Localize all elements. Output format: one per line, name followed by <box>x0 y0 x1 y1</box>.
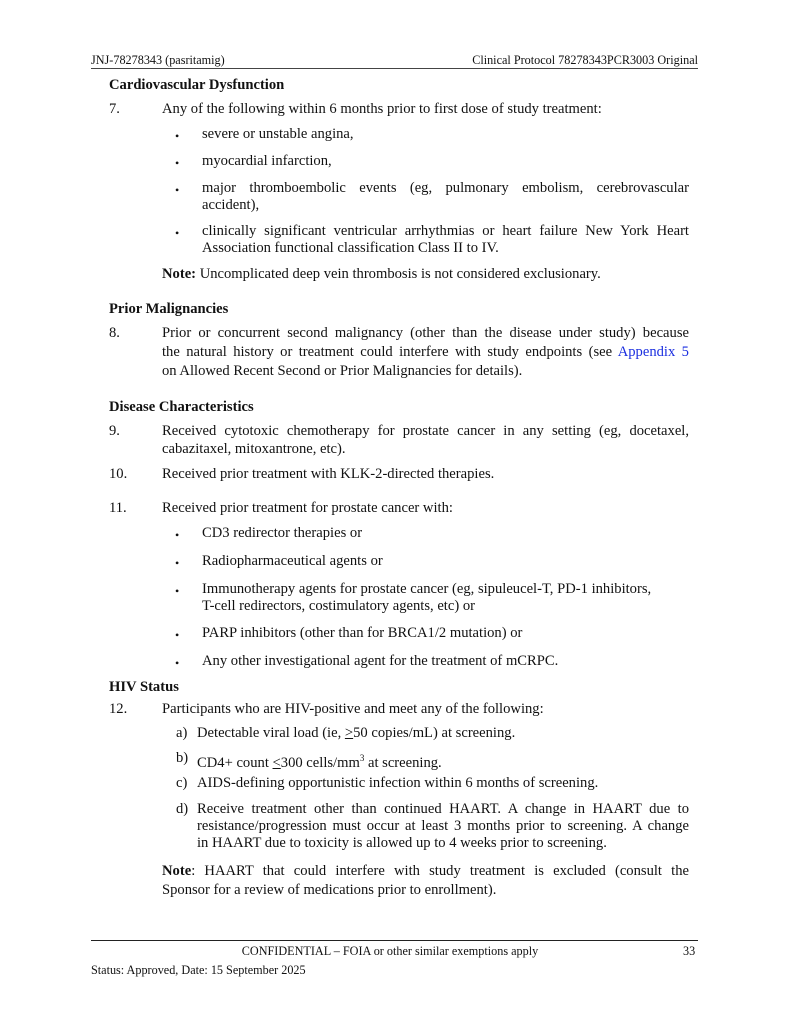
item-text-8-line1: Prior or concurrent second malignancy (other than the disease under study) because <box>162 325 689 341</box>
bullet-text: Any other investigational agent for the treatment of mCRPC. <box>202 653 559 669</box>
item-number-10: 10. <box>109 466 128 482</box>
bullet-text: clinically significant ventricular arrhythmias or heart failure New York Heart <box>202 223 689 239</box>
item-text-8-line3: on Allowed Recent Second or Prior Malignancies for details). <box>162 363 523 379</box>
footer-confidential: CONFIDENTIAL – FOIA or other similar exemptions apply <box>241 944 539 958</box>
sub-item-text-d-line3: in HAART due to toxicity is allowed up to 4 weeks prior to screening. <box>197 835 607 851</box>
item-number-12: 12. <box>109 701 128 717</box>
bullet-icon: • <box>175 556 180 570</box>
item-text-9-line1: Received cytotoxic chemotherapy for prostate cancer in any setting (eg, docetaxel, <box>162 423 689 439</box>
bullet-text: severe or unstable angina, <box>202 126 354 142</box>
footer-status: Status: Approved, Date: 15 September 2025 <box>91 963 306 977</box>
superscript-3: 3 <box>359 753 365 763</box>
note-12-line1 <box>162 863 689 880</box>
sub-item-a-part2: 50 copies/mL) at screening. <box>353 725 516 741</box>
item-text-12: Participants who are HIV-positive and meet any of the following: <box>162 701 544 717</box>
sub-item-label-d: d) <box>176 801 189 817</box>
item-number-11: 11. <box>109 500 127 516</box>
footer-divider <box>91 940 698 941</box>
note-7 <box>162 266 601 283</box>
sub-item-b-part2: 300 cells/mm <box>280 754 360 771</box>
header-divider <box>91 68 698 69</box>
header-document-id: JNJ-78278343 (pasritamig) <box>91 53 225 67</box>
sub-item-text-a <box>197 725 515 742</box>
item-number-8: 8. <box>109 325 120 341</box>
bullet-text: Radiopharmaceutical agents or <box>202 553 383 569</box>
bullet-text: Immunotherapy agents for prostate cancer (eg, sipuleucel-T, PD-1 inhibitors, <box>202 581 652 597</box>
bullet-text-cont: Association functional classification Class II to IV. <box>202 240 499 256</box>
sub-item-label-c: c) <box>176 775 188 791</box>
section-heading-disease-characteristics: Disease Characteristics <box>109 399 254 415</box>
appendix-5-link[interactable]: Appendix 5 <box>617 344 689 360</box>
item-text-7: Any of the following within 6 months prior to first dose of study treatment: <box>162 101 602 117</box>
bullet-text: CD3 redirector therapies or <box>202 525 363 541</box>
section-heading-prior-malignancies: Prior Malignancies <box>109 301 229 317</box>
sub-item-label-b: b) <box>176 750 189 766</box>
bullet-text: major thromboembolic events (eg, pulmonary embolism, cerebrovascular <box>202 180 689 196</box>
bullet-icon: • <box>175 183 180 197</box>
page-header <box>91 53 698 68</box>
note-12-line2: Sponsor for a review of medications prior to enrollment). <box>162 882 497 898</box>
sub-item-text-d-line1: Receive treatment other than continued HAART. A change in HAART due to <box>197 801 689 817</box>
bullet-icon: • <box>175 656 180 670</box>
item-text-10: Received prior treatment with KLK-2-directed therapies. <box>162 466 495 482</box>
item-text-11: Received prior treatment for prostate cancer with: <box>162 500 453 516</box>
bullet-icon: • <box>175 628 180 642</box>
note-text: Uncomplicated deep vein thrombosis is not considered exclusionary. <box>196 266 601 282</box>
sub-item-a-part1: Detectable viral load (ie, <box>197 725 345 741</box>
header-protocol-title: Clinical Protocol 78278343PCR3003 Original <box>472 53 698 67</box>
bullet-icon: • <box>175 226 180 240</box>
note-label: Note <box>162 863 192 879</box>
less-equal-symbol: < <box>272 754 281 771</box>
bullet-text-cont: accident), <box>202 197 260 213</box>
bullet-icon: • <box>175 528 180 542</box>
sub-item-text-d-line2: resistance/progression must occur at least 3 months prior to screening. A change <box>197 818 689 834</box>
item-text-8-line2-text: the natural history or treatment could interfere with study endpoints (see <box>162 344 618 360</box>
bullet-text: PARP inhibitors (other than for BRCA1/2 mutation) or <box>202 625 523 641</box>
footer-page-number: 33 <box>683 944 696 958</box>
bullet-icon: • <box>175 584 180 598</box>
sub-item-b-part1: CD4+ count <box>197 754 273 771</box>
note-text: : HAART that could interfere with study treatment is excluded (consult the <box>191 863 689 879</box>
bullet-icon: • <box>175 156 180 170</box>
item-number-9: 9. <box>109 423 120 439</box>
greater-equal-symbol: > <box>344 725 354 741</box>
section-heading-hiv-status: HIV Status <box>109 679 179 695</box>
sub-item-text-b <box>197 750 442 772</box>
item-text-9-line2: cabazitaxel, mitoxantrone, etc). <box>162 441 346 457</box>
sub-item-label-a: a) <box>176 725 188 741</box>
item-text-8-line2 <box>162 344 689 361</box>
bullet-text-cont: T-cell redirectors, costimulatory agents, etc) or <box>202 598 475 614</box>
bullet-icon: • <box>175 129 180 143</box>
section-heading-cardiovascular: Cardiovascular Dysfunction <box>109 77 285 93</box>
note-label: Note: <box>162 266 197 282</box>
sub-item-b-part3: at screening. <box>364 754 442 771</box>
bullet-text: myocardial infarction, <box>202 153 332 169</box>
item-number-7: 7. <box>109 101 120 117</box>
sub-item-text-c: AIDS-defining opportunistic infection within 6 months of screening. <box>197 775 599 791</box>
